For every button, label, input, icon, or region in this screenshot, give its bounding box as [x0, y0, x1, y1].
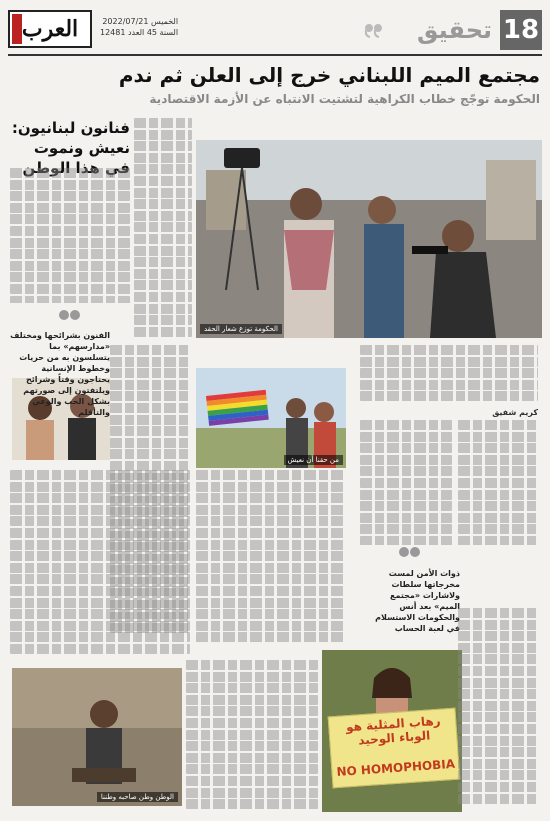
issue-number: السنة 45 العدد 12481: [100, 28, 179, 37]
sidebar-column-1: [134, 118, 192, 338]
section-number: 18: [500, 10, 542, 50]
quote-mark-icon: [364, 22, 384, 38]
man-seated-image: [12, 668, 182, 806]
protest-sign: [328, 708, 461, 789]
section-badge: [417, 10, 542, 50]
article-pull-quote: ذوات الأمن لمست مخرجاتها سلطات ولاشارات «مجتمع الميم» بعد أنس والحكومات الاستسلام في لعبة الحساب: [375, 569, 460, 633]
article-byline: كريم شفيق: [492, 408, 538, 417]
section-name: تحقيق: [416, 16, 492, 44]
sidebar-quote-icon: [58, 308, 82, 326]
rainbow-flag-image: [196, 368, 346, 468]
article-headline: مجتمع الميم اللبناني خرج إلى العلن ثم ندم: [118, 63, 540, 87]
page-header: [8, 8, 542, 56]
article-column-1: [458, 420, 538, 545]
logo-text: العرب: [21, 16, 79, 42]
sign-text-arabic: رهاب المثلية هو الوباء الوحيد: [345, 713, 442, 748]
article-subheadline: الحكومة توجّج خطاب الكراهية لتشتيت الانتباه عن الأزمة الاقتصادية: [149, 92, 540, 106]
sidebar-pull-quote: الفنون بشرائحها ومختلف «مدارسهم» بما يتسلسون به من حريات وخطوط الإنسانية يحتاجون وقتاً وشرائح ويلتفتون إلى صورتهم بشكل الحب والوعي والتأقلم: [10, 331, 110, 417]
flag-photo: [196, 368, 346, 468]
article-column-4: [196, 470, 346, 645]
issue-info: [100, 16, 178, 38]
main-photo-caption: الحكومة توزع شعار الحقد: [200, 324, 282, 334]
sidebar-bottom-photo-caption: الوطن وطن صاحبه وطننا: [97, 792, 178, 802]
issue-date: الخميس 2022/07/21: [102, 17, 179, 26]
article-column-5: [186, 660, 318, 810]
article-quote-icon: [398, 545, 422, 563]
newspaper-logo: [8, 10, 92, 48]
sidebar-body-text: [10, 470, 190, 660]
sidebar-headline: فنانون لبنانيون: نعيش ونموت في هذا الوطن: [11, 119, 130, 177]
logo-flag-icon: [12, 14, 22, 44]
main-photo: [196, 140, 542, 338]
article-column-2: [360, 420, 452, 545]
sidebar-intro-text: [10, 168, 130, 303]
flag-photo-caption: من حقنا أن نعيش: [284, 455, 343, 465]
article-column-3: [458, 608, 538, 808]
protest-scene-image: [196, 140, 542, 338]
sidebar-bottom-photo: [12, 668, 182, 806]
sign-text-english: NO HOMOPHOBIA: [336, 756, 456, 780]
article-intro-text: [360, 345, 538, 405]
